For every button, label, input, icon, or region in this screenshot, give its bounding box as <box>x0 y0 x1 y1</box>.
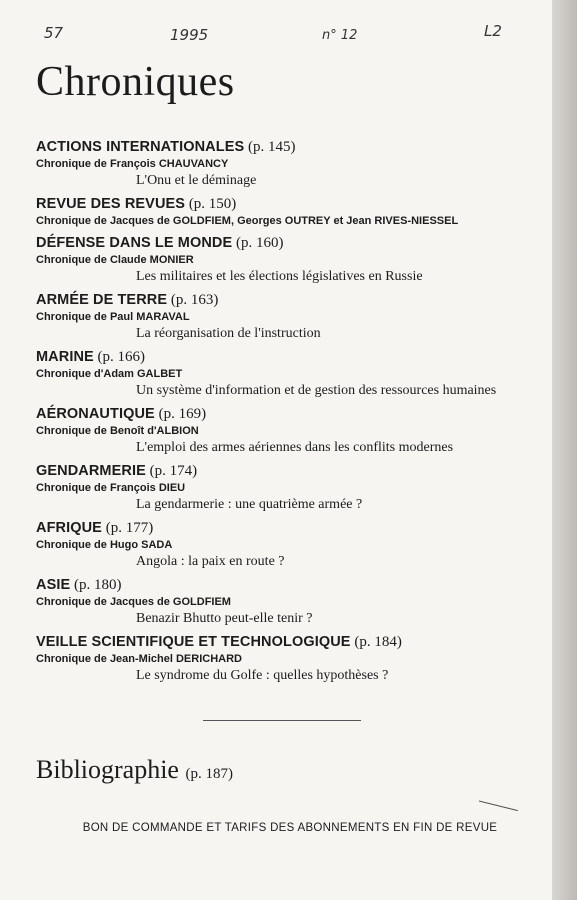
chronicle-author: Chronique de François CHAUVANCY <box>36 158 229 170</box>
chronicle-author: Chronique d'Adam GALBET <box>36 368 183 380</box>
handwritten-note: 57 <box>44 24 64 42</box>
chronicle-topic: Un système d'information et de gestion des ressources humaines <box>136 383 497 398</box>
section-title: AÉRONAUTIQUE <box>36 406 155 422</box>
page-reference: (p. 160) <box>236 235 284 251</box>
chronicle-entry <box>36 348 536 399</box>
section-title: ACTIONS INTERNATIONALES <box>36 139 245 155</box>
section-title: DÉFENSE DANS LE MONDE <box>36 235 233 251</box>
chronicle-topic: L'emploi des armes aériennes dans les conflits modernes <box>136 440 454 455</box>
bibliography-label: Bibliographie <box>36 755 179 784</box>
chronicle-author: Chronique de Paul MARAVAL <box>36 311 190 323</box>
chronicle-entry <box>36 633 536 684</box>
bibliography-page-reference: (p. 187) <box>185 766 233 782</box>
page-reference: (p. 180) <box>74 577 122 593</box>
page-reference: (p. 150) <box>188 196 237 212</box>
chronicle-entry <box>36 195 536 228</box>
chronicle-author: Chronique de Jacques de GOLDFIEM, Georges OUTREY et Jean RIVES-NIESSEL <box>36 215 459 227</box>
chronicle-author: Chronique de Claude MONIER <box>36 254 194 266</box>
handwritten-mark: L2 <box>484 22 502 40</box>
section-title: MARINE <box>36 349 94 365</box>
chronicle-topic: L'Onu et le déminage <box>136 173 257 188</box>
chronicle-author: Chronique de Hugo SADA <box>36 539 173 551</box>
handwritten-issue: n° 12 <box>322 28 358 43</box>
chronicle-author: Chronique de Jacques de GOLDFIEM <box>36 596 231 608</box>
chronicle-topic: Benazir Bhutto peut-elle tenir ? <box>136 611 313 626</box>
bibliography-heading <box>36 755 233 785</box>
page-reference: (p. 184) <box>354 634 402 650</box>
chronicle-list <box>36 138 536 690</box>
chronicle-topic: Le syndrome du Golfe : quelles hypothèses ? <box>136 668 389 683</box>
chronicle-topic: Angola : la paix en route ? <box>136 554 285 569</box>
page-title: Chroniques <box>36 59 235 105</box>
page-edge <box>552 0 577 900</box>
chronicle-author: Chronique de Jean-Michel DERICHARD <box>36 653 242 665</box>
page-reference: (p. 174) <box>149 463 198 479</box>
chronicle-author: Chronique de Benoît d'ALBION <box>36 425 199 437</box>
chronicle-topic: La gendarmerie : une quatrième armée ? <box>136 497 363 512</box>
chronicle-entry <box>36 462 536 513</box>
chronicle-entry <box>36 138 536 189</box>
chronicle-entry <box>36 405 536 456</box>
page-reference: (p. 169) <box>158 406 207 422</box>
chronicle-topic: Les militaires et les élections législatives en Russie <box>136 269 423 284</box>
section-title: ARMÉE DE TERRE <box>36 292 168 308</box>
chronicle-author: Chronique de François DIEU <box>36 482 186 494</box>
section-title: GENDARMERIE <box>36 463 146 479</box>
page-reference: (p. 145) <box>248 139 296 155</box>
chronicle-entry <box>36 234 536 285</box>
page-reference: (p. 166) <box>97 349 146 365</box>
section-title: VEILLE SCIENTIFIQUE ET TECHNOLOGIQUE <box>36 634 351 650</box>
chronicle-topic: La réorganisation de l'instruction <box>136 326 321 341</box>
section-divider <box>203 720 361 721</box>
section-title: REVUE DES REVUES <box>36 196 186 212</box>
handwritten-year: 1995 <box>170 26 209 44</box>
page-reference: (p. 177) <box>105 520 154 536</box>
chronicle-entry <box>36 576 536 627</box>
subscription-footer: BON DE COMMANDE ET TARIFS DES ABONNEMENTS EN FIN DE REVUE <box>82 822 498 834</box>
section-title: ASIE <box>36 577 71 593</box>
chronicle-entry <box>36 291 536 342</box>
section-title: AFRIQUE <box>36 520 102 536</box>
chronicle-entry <box>36 519 536 570</box>
page-reference: (p. 163) <box>170 292 219 308</box>
